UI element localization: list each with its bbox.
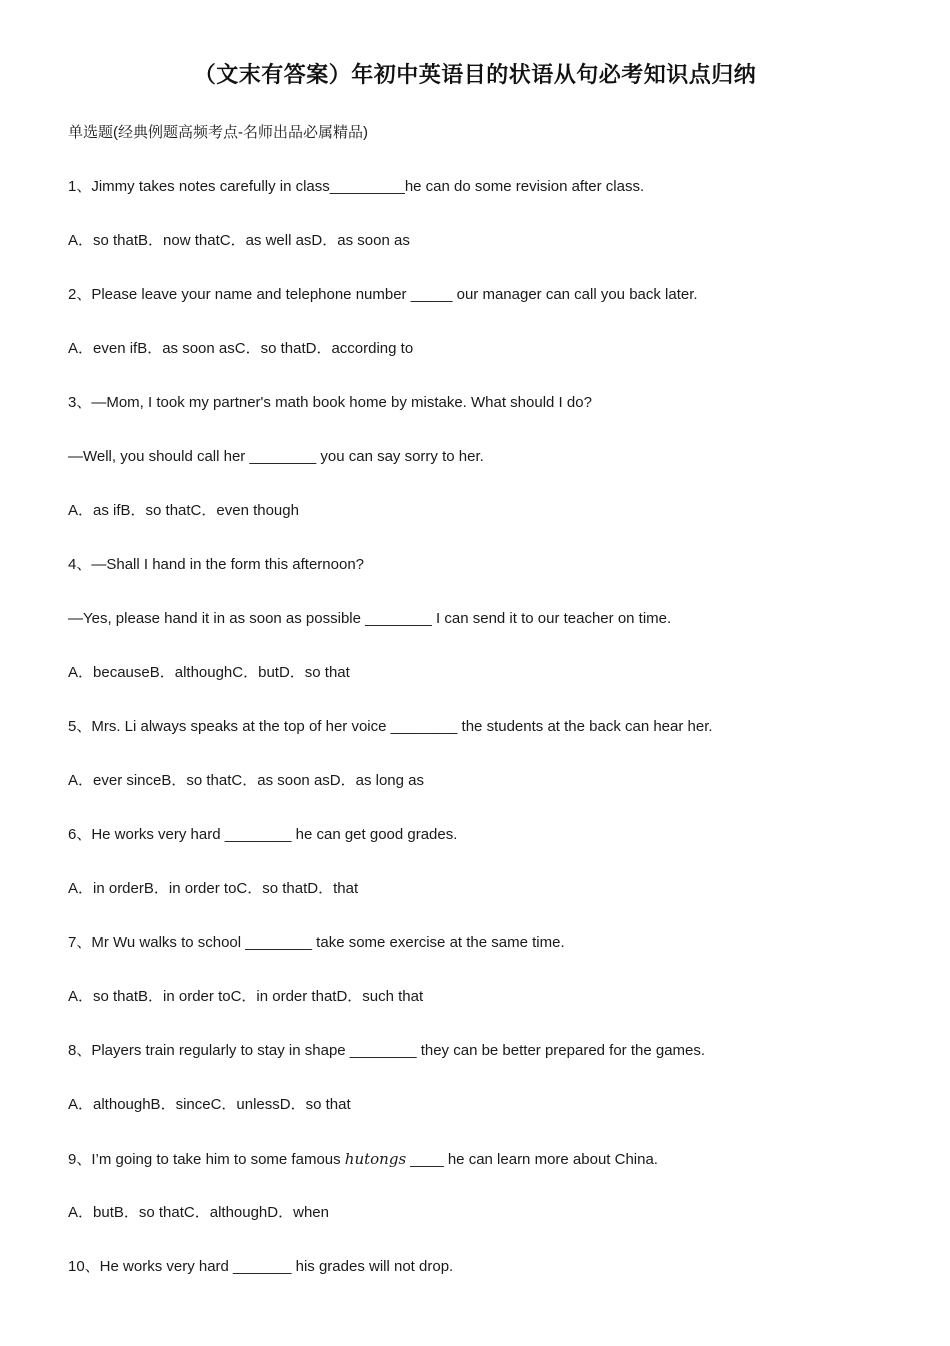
question-4-options: A．becauseB．althoughC．butD．so that (68, 664, 350, 681)
question-3-stem: 3、—Mom, I took my partner's math book home by mistake. What should I do? (68, 394, 592, 411)
section-heading: 单选题(经典例题高频考点-名师出品必属精品) (68, 124, 368, 141)
question-1-options: A．so thatB．now thatC．as well asD．as soon as (68, 232, 410, 249)
question-7-stem: 7、Mr Wu walks to school ________ take some exercise at the same time. (68, 934, 565, 951)
question-4-reply: —Yes, please hand it in as soon as possible ________ I can send it to our teacher on time. (68, 610, 672, 627)
question-10-stem: 10、He works very hard _______ his grades will not drop. (68, 1258, 454, 1275)
question-8-stem: 8、Players train regularly to stay in shape ________ they can be better prepared for the games. (68, 1042, 706, 1059)
question-6-options: A．in orderB．in order toC．so thatD．that (68, 880, 359, 897)
question-9-stem (68, 1149, 658, 1170)
question-9-stem-after: ____ he can learn more about China. (406, 1151, 658, 1168)
question-6-stem: 6、He works very hard ________ he can get good grades. (68, 826, 458, 843)
question-2-options: A．even ifB．as soon asC．so thatD．according to (68, 340, 414, 357)
question-9-options: A．butB．so thatC．althoughD．when (68, 1204, 329, 1221)
question-9-stem-before: 9、I’m going to take him to some famous (68, 1151, 345, 1168)
question-8-options: A．althoughB．sinceC．unlessD．so that (68, 1096, 351, 1113)
question-9-italic-word: hutongs (344, 1150, 407, 1168)
question-2-stem: 2、Please leave your name and telephone number _____ our manager can call you back later. (68, 286, 698, 303)
question-1-stem: 1、Jimmy takes notes carefully in class_________he can do some revision after class. (68, 178, 645, 195)
question-3-reply: —Well, you should call her ________ you can say sorry to her. (68, 448, 484, 465)
question-5-options: A．ever sinceB．so thatC．as soon asD．as long as (68, 772, 424, 789)
question-4-stem: 4、—Shall I hand in the form this afternoon? (68, 556, 365, 573)
document-title: （文末有答案）年初中英语目的状语从句必考知识点归纳 (193, 62, 757, 87)
question-7-options: A．so thatB．in order toC．in order thatD．such that (68, 988, 424, 1005)
question-3-options: A．as ifB．so thatC．even though (68, 502, 299, 519)
question-5-stem: 5、Mrs. Li always speaks at the top of her voice ________ the students at the back can hear her. (68, 718, 713, 735)
